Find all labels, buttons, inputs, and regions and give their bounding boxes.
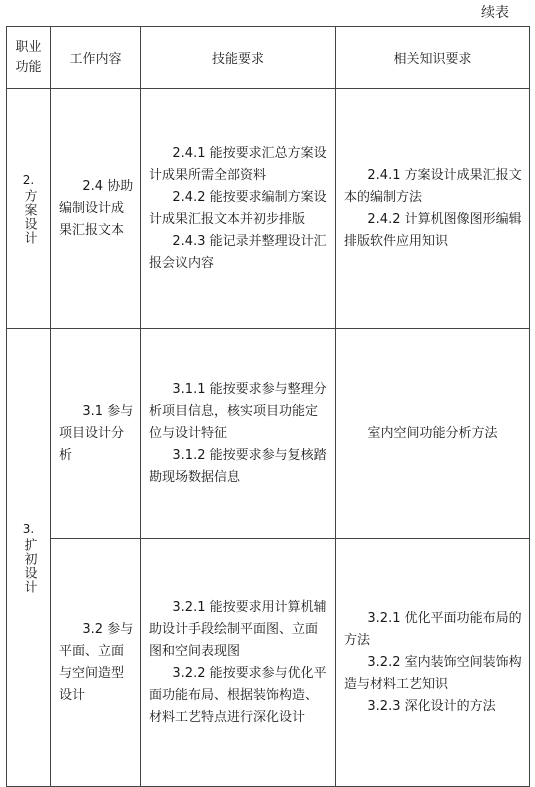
category-name: 扩初设计 — [21, 537, 37, 594]
work-cell: 2.4 协助编制设计成果汇报文本 — [51, 89, 141, 329]
category-cell-2 — [7, 89, 51, 329]
skill-item: 3.1.1 能按要求参与整理分析项目信息，核实项目功能定位与设计特征 — [149, 381, 327, 441]
header-category: 职业功能 — [7, 27, 51, 89]
header-work: 工作内容 — [51, 27, 141, 89]
skill-item: 2.4.2 能按要求编制方案设计成果汇报文本并初步排版 — [149, 189, 327, 227]
category-number: 3. — [22, 521, 35, 536]
knowledge-cell — [336, 539, 530, 787]
knowledge-item: 3.2.3 深化设计的方法 — [367, 698, 496, 714]
header-knowledge: 相关知识要求 — [336, 27, 530, 89]
table-row — [7, 539, 530, 787]
work-cell: 3.2 参与平面、立面与空间造型设计 — [51, 539, 141, 787]
skill-item: 3.1.2 能按要求参与复核踏勘现场数据信息 — [149, 447, 327, 485]
category-number: 2. — [22, 172, 35, 187]
skills-cell — [141, 329, 336, 539]
skill-item: 2.4.1 能按要求汇总方案设计成果所需全部资料 — [149, 145, 327, 183]
skill-item: 3.2.1 能按要求用计算机辅助设计手段绘制平面图、立面图和空间表现图 — [149, 599, 327, 659]
table-row — [7, 329, 530, 539]
skill-item: 3.2.2 能按要求参与优化平面功能布局、根据装饰构造、材料工艺特点进行深化设计 — [149, 665, 327, 725]
knowledge-item: 3.2.2 室内装饰空间装饰构造与材料工艺知识 — [344, 654, 522, 692]
skill-requirements-table — [6, 26, 530, 787]
category-cell-3 — [7, 329, 51, 787]
table-header-row — [7, 27, 530, 89]
knowledge-item: 3.2.1 优化平面功能布局的方法 — [344, 610, 522, 648]
continued-table-note: 续表 — [481, 5, 509, 21]
knowledge-item: 2.4.2 计算机图像图形编辑排版软件应用知识 — [344, 211, 522, 249]
skills-cell — [141, 89, 336, 329]
knowledge-cell — [336, 89, 530, 329]
table-row — [7, 89, 530, 329]
work-cell: 3.1 参与项目设计分析 — [51, 329, 141, 539]
skills-cell — [141, 539, 336, 787]
knowledge-cell — [336, 329, 530, 539]
knowledge-item: 室内空间功能分析方法 — [367, 425, 498, 441]
category-name: 方案设计 — [21, 188, 37, 245]
knowledge-item: 2.4.1 方案设计成果汇报文本的编制方法 — [344, 167, 522, 205]
header-skills: 技能要求 — [141, 27, 336, 89]
skill-item: 2.4.3 能记录并整理设计汇报会议内容 — [149, 233, 327, 271]
